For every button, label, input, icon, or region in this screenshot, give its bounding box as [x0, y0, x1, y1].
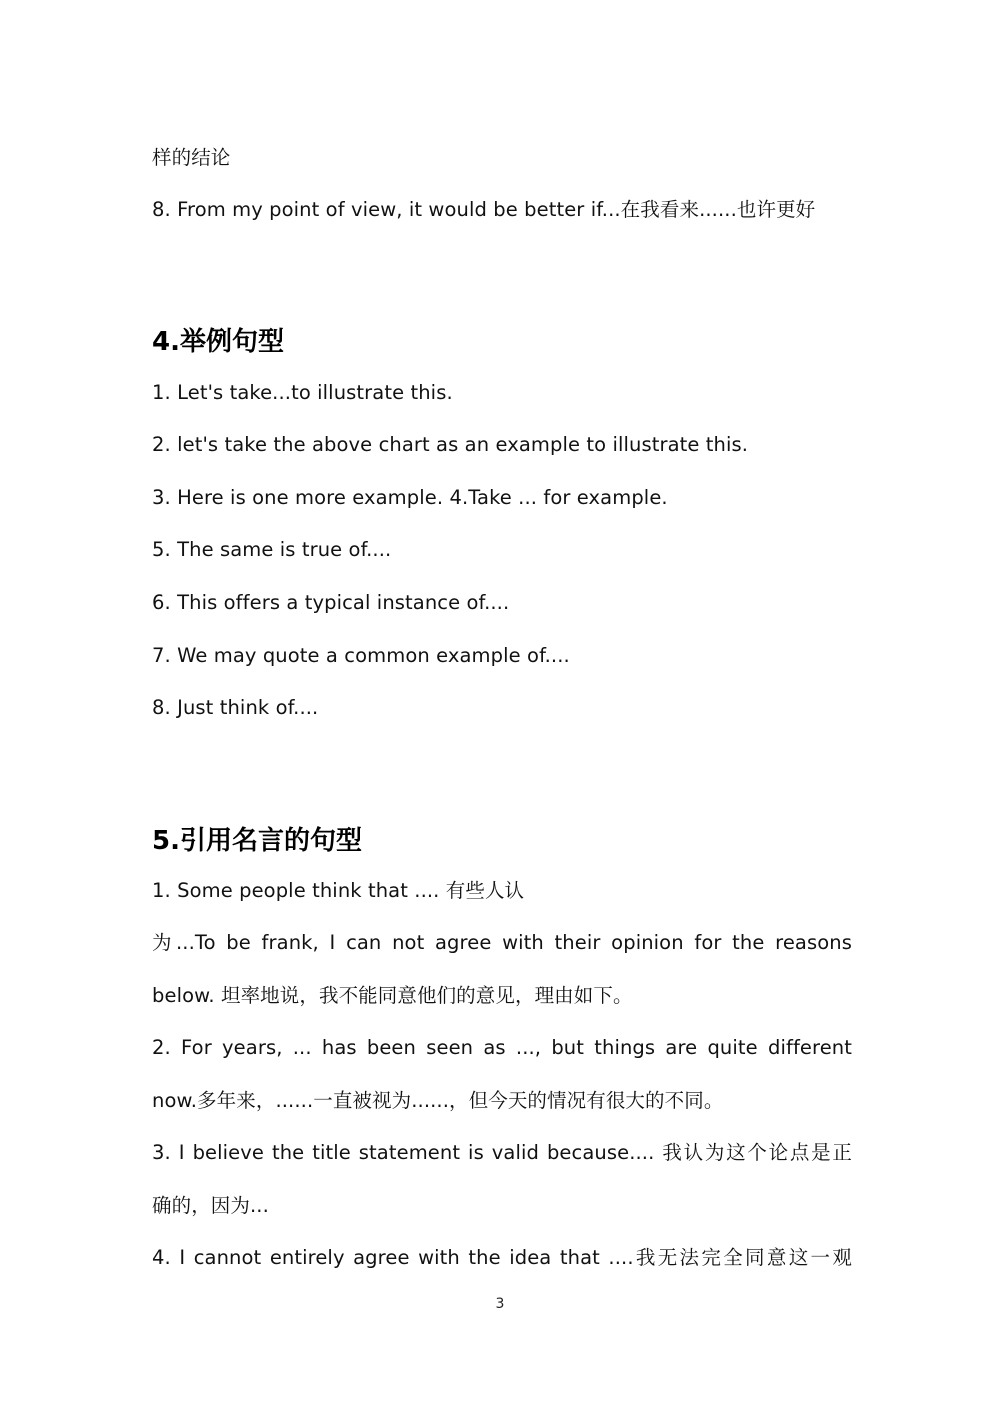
list-item: 5. The same is true of.... [152, 538, 392, 561]
list-item: 6. This offers a typical instance of.... [152, 591, 510, 614]
list-item: 8. Just think of.... [152, 696, 319, 719]
paragraph-line: 3. I believe the title statement is valid because.... 我认为这个论点是正 [152, 1141, 852, 1164]
page-number: 3 [495, 1296, 505, 1312]
paragraph-line: 为...To be frank, I can not agree with their opinion for the reasons [152, 931, 852, 954]
paragraph-line: now.多年来，......一直被视为......，但今天的情况有很大的不同。 [152, 1089, 724, 1112]
list-item: 7. We may quote a common example of.... [152, 644, 570, 667]
continuation-item-8: 8. From my point of view, it would be better if...在我看来......也许更好 [152, 198, 816, 221]
paragraph-line: 1. Some people think that .... 有些人认 [152, 879, 525, 902]
section-heading-quotations: 5.引用名言的句型 [152, 826, 362, 856]
section-heading-examples: 4.举例句型 [152, 327, 284, 357]
list-item: 2. let's take the above chart as an example to illustrate this. [152, 433, 749, 456]
paragraph-line: 4. I cannot entirely agree with the idea that ....我无法完全同意这一观 [152, 1246, 852, 1269]
paragraph-line: 2. For years, ... has been seen as ..., but things are quite different [152, 1036, 852, 1059]
paragraph-line: 确的，因为... [152, 1194, 269, 1217]
continuation-line: 样的结论 [152, 146, 231, 169]
list-item: 3. Here is one more example. 4.Take ... for example. [152, 486, 668, 509]
list-item: 1. Let's take...to illustrate this. [152, 381, 453, 404]
paragraph-line: below. 坦率地说，我不能同意他们的意见，理由如下。 [152, 984, 633, 1007]
